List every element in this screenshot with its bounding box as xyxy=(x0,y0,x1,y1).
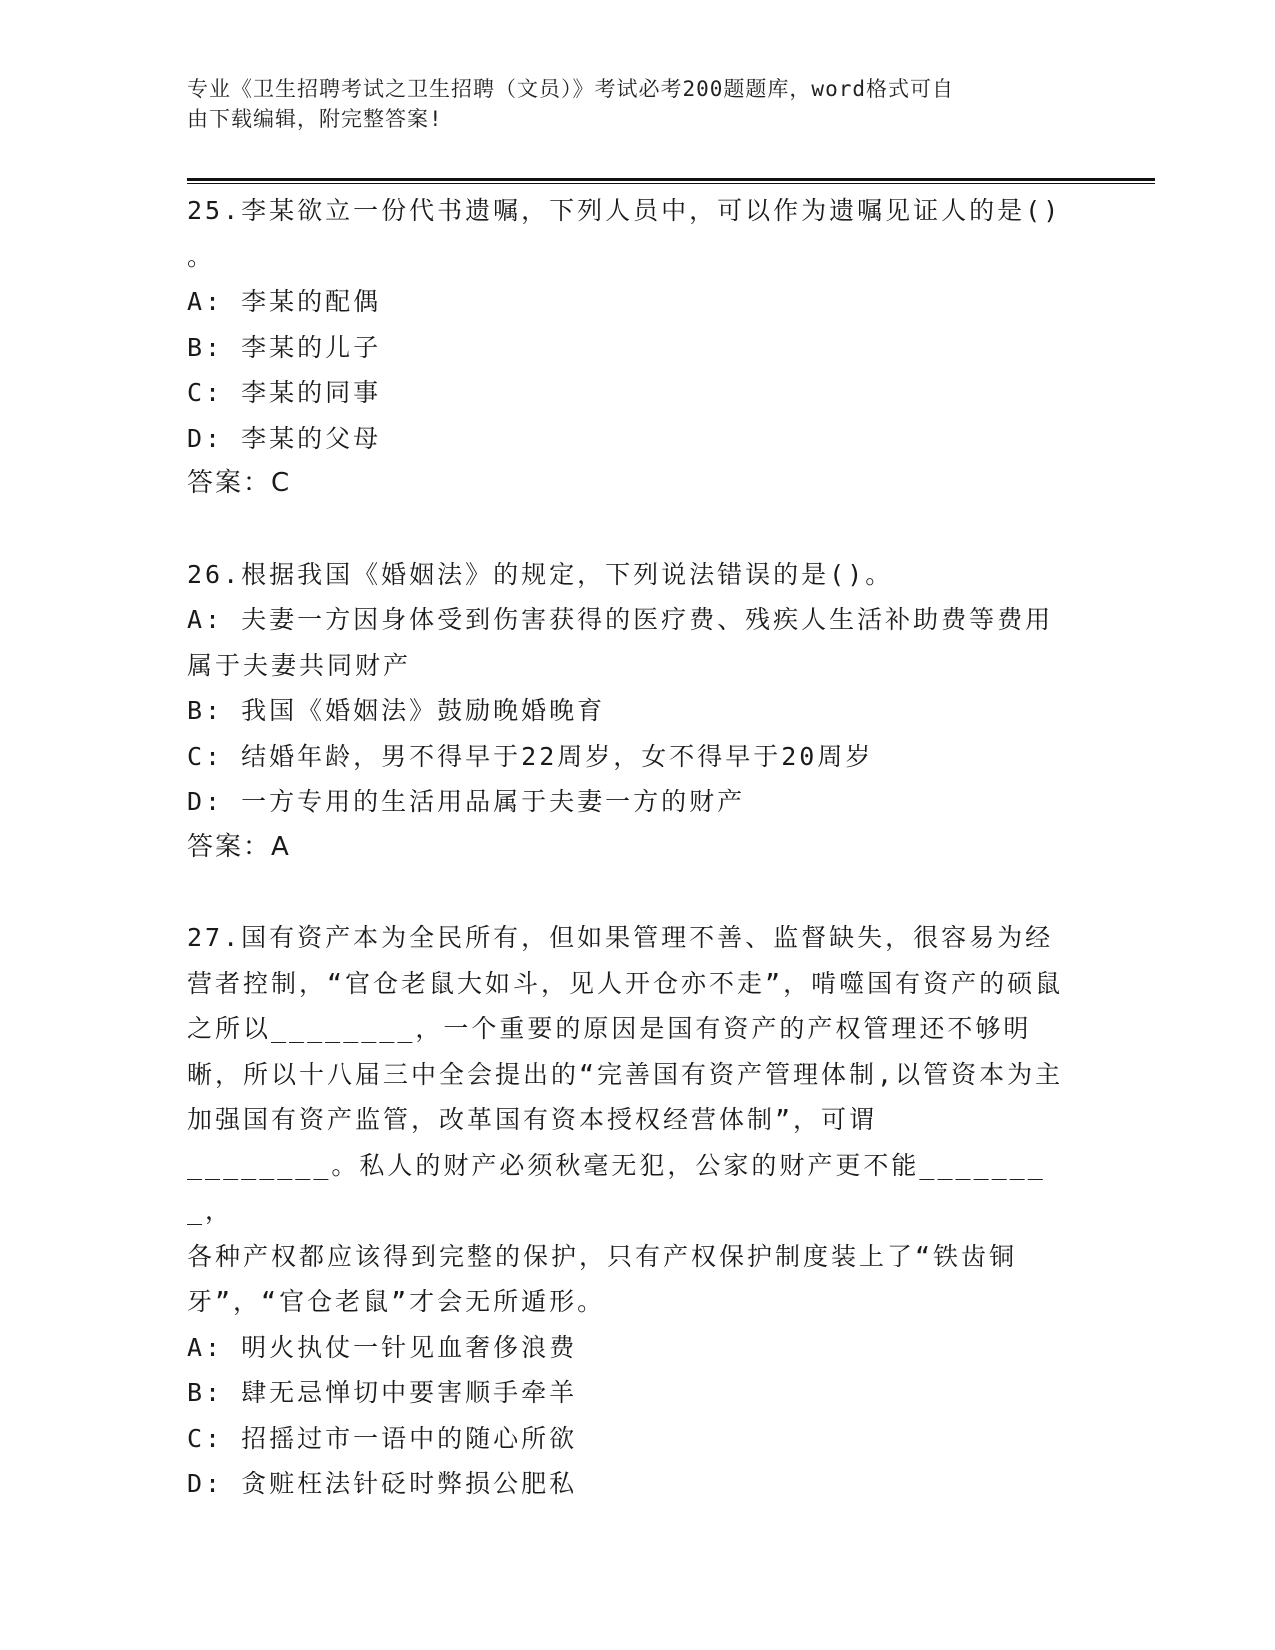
option-c: C: 结婚年龄，男不得早于22周岁，女不得早于20周岁 xyxy=(187,741,874,771)
header-divider-thin xyxy=(187,183,1155,184)
question-27 xyxy=(187,915,1077,1507)
header-intro-line-1: 专业《卫生招聘考试之卫生招聘（文员）》考试必考200题题库，word格式可自 xyxy=(187,77,954,101)
option-b: B: 肆无忌惮切中要害顺手牵羊 xyxy=(187,1378,578,1407)
answer: 答案：C xyxy=(187,468,292,498)
option-d: D: 一方专用的生活用品属于夫妻一方的财产 xyxy=(187,787,746,816)
option-c: C: 李某的同事 xyxy=(187,378,382,407)
question-spacer xyxy=(187,507,1077,552)
option-a: A: 明火执仗一针见血奢侈浪费 xyxy=(187,1332,578,1362)
header-intro-line-2: 由下载编辑，附完整答案! xyxy=(187,107,443,131)
question-25 xyxy=(187,188,1077,507)
option-c: C: 招摇过市一语中的随心所欲 xyxy=(187,1423,578,1453)
option-d: D: 贪赃枉法针砭时弊损公肥私 xyxy=(187,1469,578,1498)
question-stem: 27.国有资产本为全民所有，但如果管理不善、监督缺失，很容易为经营者控制，“官仓老鼠大如斗，见人开仓亦不走”，啃噬国有资产的硕鼠之所以________，一个重要的原因是国有资产的产权管理还不够明晰，所以十八届三中全会提出的“完善国有资产管理体制,以管资本为主加强国有资产监管，改革国有资本授权经营体制”，可谓 ________。私人的财产必须秋毫无犯，公家的财产更不能________， 各种产权都应该得到完整的保护，只有产权保护制度装上了“铁齿铜牙”，“官仓老鼠”才会无所遁形。 xyxy=(187,923,1064,1316)
question-stem: 25.李某欲立一份代书遗嘱，下列人员中，可以作为遗嘱见证人的是() 。 xyxy=(187,196,1062,271)
question-stem: 26.根据我国《婚姻法》的规定，下列说法错误的是()。 xyxy=(187,559,894,589)
option-b: B: 我国《婚姻法》鼓励晚婚晚育 xyxy=(187,696,606,725)
option-b: B: 李某的儿子 xyxy=(187,332,382,362)
answer: 答案：A xyxy=(187,831,291,862)
header-divider-thick xyxy=(187,178,1155,181)
question-spacer xyxy=(187,870,1077,915)
option-a: A: 李某的配偶 xyxy=(187,287,382,316)
question-list xyxy=(187,188,1077,1507)
option-a: A: 夫妻一方因身体受到伤害获得的医疗费、残疾人生活补助费等费用属于夫妻共同财产 xyxy=(187,605,1054,680)
option-d: D: 李某的父母 xyxy=(187,423,382,453)
question-26 xyxy=(187,552,1077,871)
document-header xyxy=(187,74,1067,134)
